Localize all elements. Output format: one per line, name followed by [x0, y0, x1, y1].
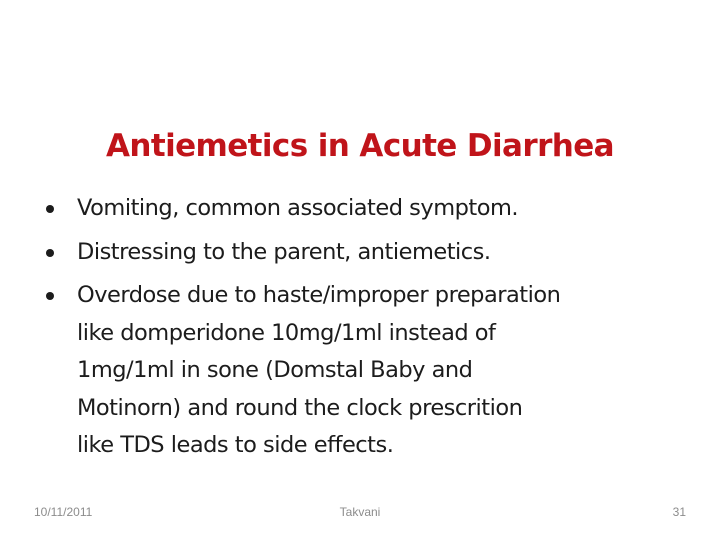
footer-date: 10/11/2011	[34, 505, 93, 519]
bullet-text: Vomiting, common associated symptom.	[77, 195, 519, 221]
bullet-item	[44, 234, 694, 272]
slide-title: Antiemetics in Acute Diarrhea	[106, 128, 614, 164]
bullet-dot-icon	[46, 205, 54, 213]
bullet-dot-icon	[46, 249, 54, 257]
bullet-item	[44, 277, 694, 465]
bullet-dot-icon	[46, 292, 54, 300]
bullet-list	[44, 190, 694, 471]
footer-author: Takvani	[339, 505, 381, 519]
bullet-item	[44, 190, 694, 228]
bullet-text: Distressing to the parent, antiemetics.	[77, 238, 491, 265]
footer-page-number: 31	[672, 505, 686, 519]
bullet-text: Overdose due to haste/improper preparation like domperidone 10mg/1ml instead of 1mg/1ml in sone (Domstal Baby and Motinorn) and round the clock prescrition like TDS leads to side effects.	[77, 282, 561, 458]
